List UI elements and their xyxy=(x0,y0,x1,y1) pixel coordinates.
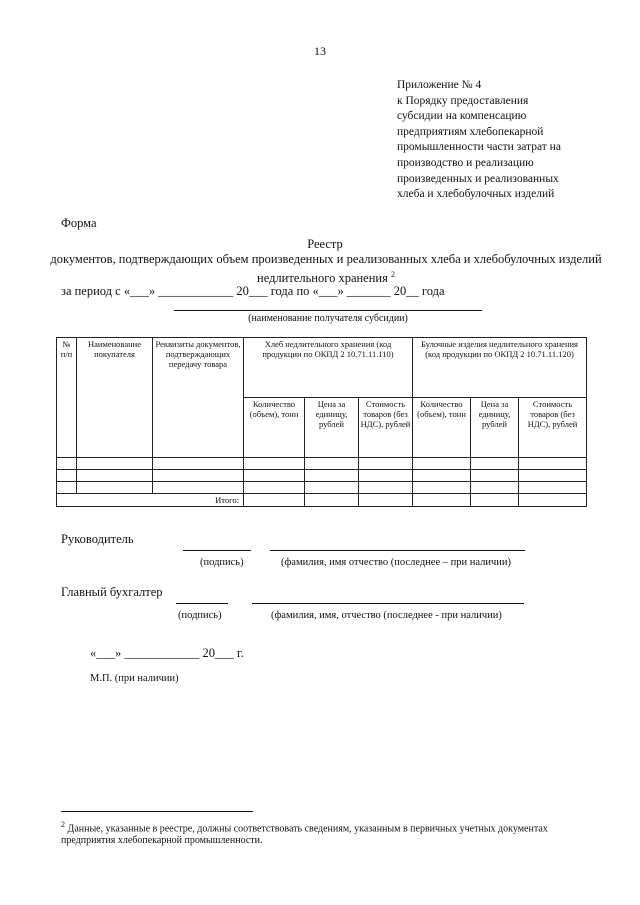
registry-table xyxy=(56,337,587,507)
appendix-line: производство и реализацию xyxy=(397,156,534,169)
date-line: «___» ____________ 20___ г. xyxy=(90,646,244,660)
head-signature-line xyxy=(183,550,251,551)
table-row xyxy=(57,458,587,470)
appendix-line: Приложение № 4 xyxy=(397,79,482,91)
page-number: 13 xyxy=(314,44,326,58)
subheader-quantity: Количество (объем), тонн xyxy=(244,398,305,458)
footnote-mark: 2 xyxy=(61,820,65,829)
header-requisites: Реквизиты документов, подтверждающих передачу товара xyxy=(153,338,244,458)
footnote xyxy=(61,819,601,847)
accountant-label: Главный бухгалтер xyxy=(61,585,163,599)
period-line: за период с «___» ____________ 20___ года по «___» _______ 20__ года xyxy=(61,284,445,298)
header-num: № п/п xyxy=(57,338,77,458)
accountant-signature-line xyxy=(176,603,228,604)
total-label: Итого: xyxy=(57,494,244,507)
document-title: Реестр xyxy=(307,237,343,251)
appendix-line: к Порядку предоставления xyxy=(397,94,529,107)
head-label: Руководитель xyxy=(61,532,134,546)
accountant-name-caption: (фамилия, имя, отчество (последнее - при наличии) xyxy=(271,610,502,621)
subheader-price: Цена за единицу, рублей xyxy=(471,398,519,458)
head-signature-caption: (подпись) xyxy=(200,557,244,568)
appendix-line: субсидии на компенсацию xyxy=(397,110,527,123)
recipient-caption: (наименование получателя субсидии) xyxy=(248,313,408,324)
recipient-field-line xyxy=(174,310,482,311)
accountant-signature-caption: (подпись) xyxy=(178,610,222,621)
appendix-line: промышленности части затрат на xyxy=(397,141,561,154)
header-buns: Булочные изделия недлительного хранения (код продукции по ОКПД 2 10.71.11.120) xyxy=(413,338,587,398)
form-label: Форма xyxy=(61,216,97,230)
header-bread: Хлеб недлительного хранения (код продукции по ОКПД 2 10.71.11.110) xyxy=(244,338,413,398)
head-name-caption: (фамилия, имя отчество (последнее – при наличии) xyxy=(281,557,511,568)
appendix-line: предприятиям хлебопекарной xyxy=(397,125,544,138)
appendix-line: хлеба и хлебобулочных изделий xyxy=(397,188,555,201)
subheader-price: Цена за единицу, рублей xyxy=(305,398,359,458)
head-name-line xyxy=(270,550,525,551)
stamp-placeholder: М.П. (при наличии) xyxy=(90,673,179,684)
appendix-block xyxy=(397,78,617,203)
table-row xyxy=(57,470,587,482)
subtitle-text: документов, подтверждающих объем произведенных и реализованных хлеба и хлебобулочных изделий недлительного хранения xyxy=(50,252,602,286)
subheader-quantity: Количество (объем), тонн xyxy=(413,398,471,458)
document-subtitle xyxy=(40,252,612,286)
subheader-cost: Стоимость товаров (без НДС), рублей xyxy=(359,398,413,458)
accountant-name-line xyxy=(252,603,524,604)
table-header-row xyxy=(57,338,587,398)
footnote-ref: 2 xyxy=(390,270,395,279)
header-buyer: Наименование покупателя xyxy=(77,338,153,458)
table-total-row xyxy=(57,494,587,507)
appendix-line: произведенных и реализованных xyxy=(397,172,559,185)
footnote-separator xyxy=(61,811,253,812)
subheader-cost: Стоимость товаров (без НДС), рублей xyxy=(519,398,587,458)
table-row xyxy=(57,482,587,494)
footnote-text: Данные, указанные в реестре, должны соответствовать сведениям, указанным в первичных учетных документах предприятия хлебопекарной промышленности. xyxy=(61,823,548,847)
